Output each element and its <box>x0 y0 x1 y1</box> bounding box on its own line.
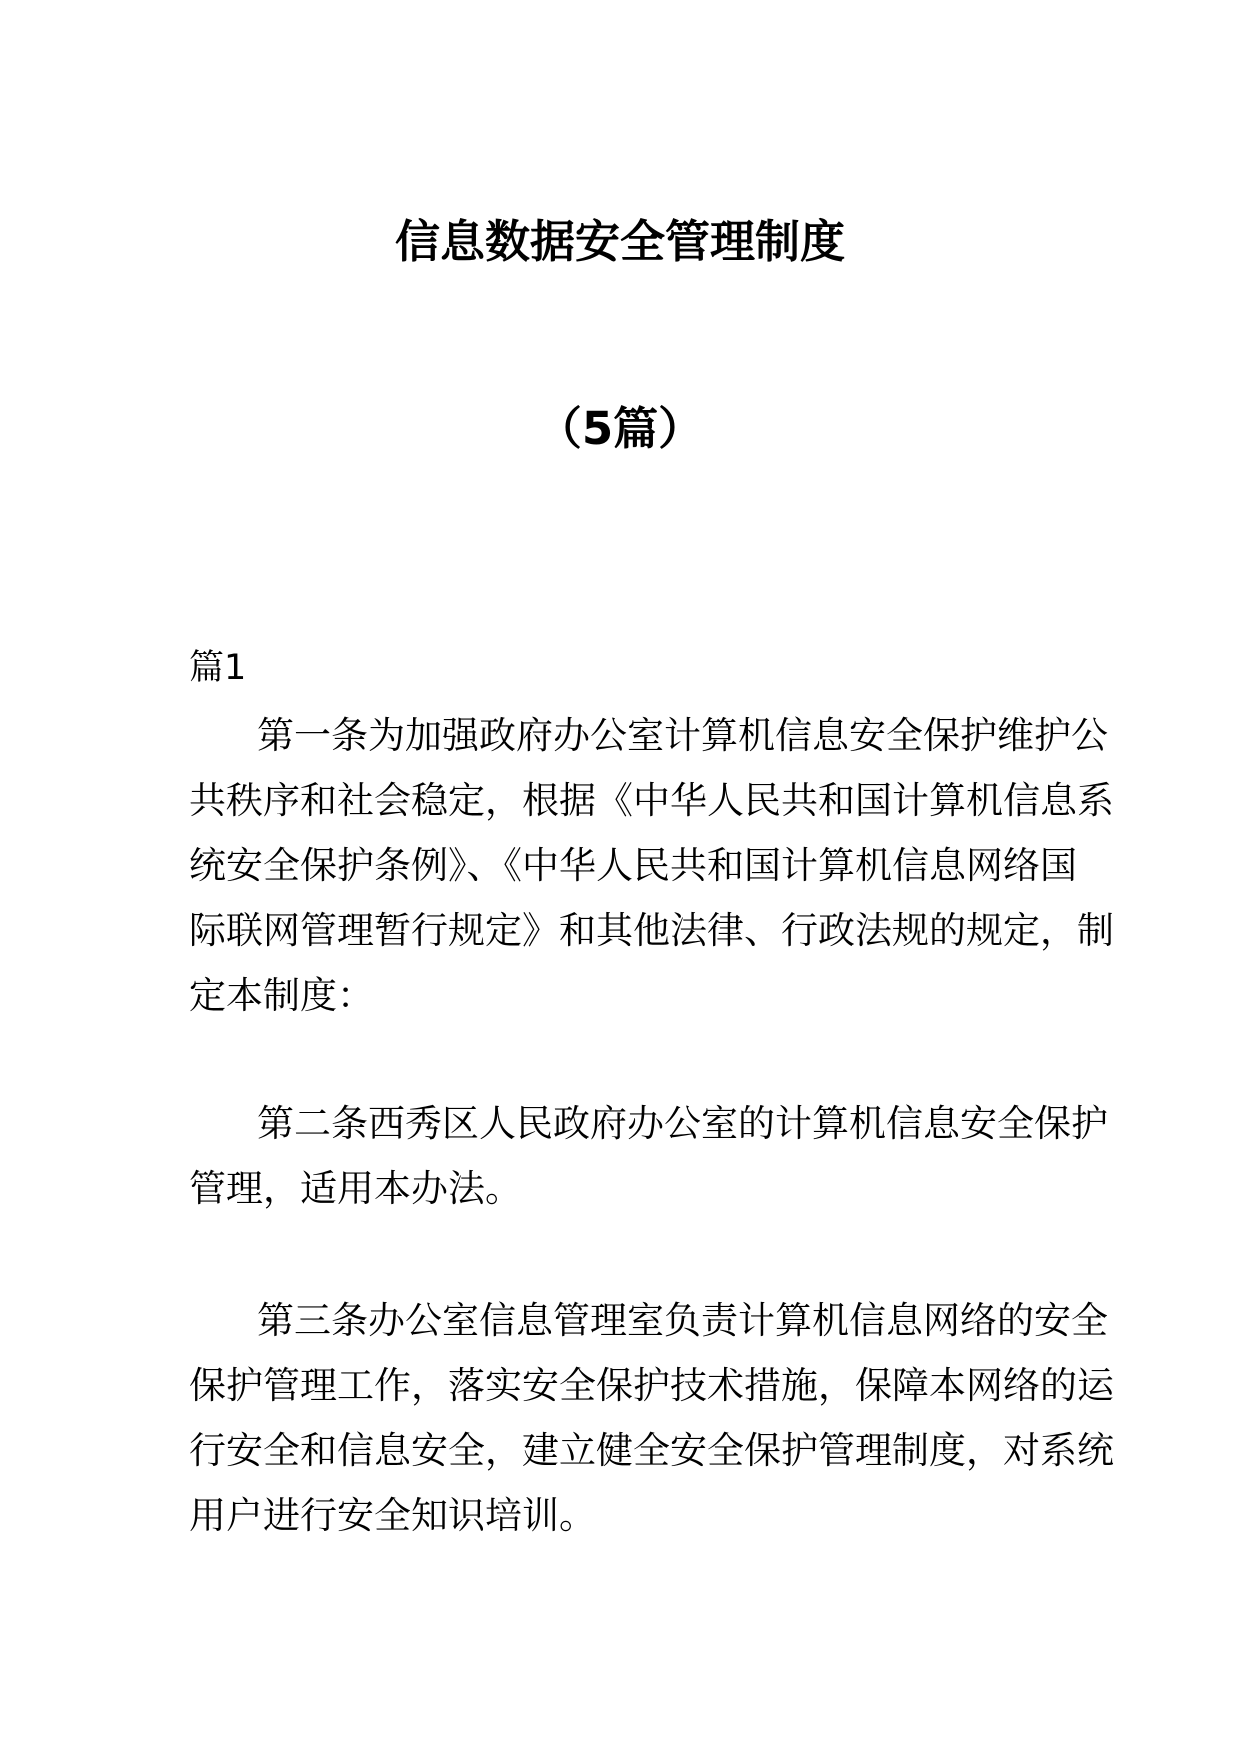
paragraph-article-1 <box>189 703 1114 1028</box>
text-line: 际联网管理暂行规定》和其他法律、行政法规的规定，制 <box>189 909 1114 952</box>
document-title: 信息数据安全管理制度 <box>394 215 845 268</box>
text-line: 用户进行安全知识培训。 <box>189 1494 596 1537</box>
paragraph-article-2 <box>189 1091 1108 1221</box>
text-line: 第二条西秀区人民政府办公室的计算机信息安全保护 <box>257 1102 1108 1145</box>
text-line: 统安全保护条例》、《中华人民共和国计算机信息网络国 <box>189 844 1077 887</box>
document-subtitle: （5篇） <box>536 402 704 455</box>
text-line: 第三条办公室信息管理室负责计算机信息网络的安全 <box>257 1299 1108 1342</box>
text-line: 第一条为加强政府办公室计算机信息安全保护维护公 <box>257 714 1108 757</box>
text-line: 保护管理工作，落实安全保护技术措施，保障本网络的运 <box>189 1364 1114 1407</box>
text-line: 行安全和信息安全，建立健全安全保护管理制度，对系统 <box>189 1429 1114 1472</box>
text-line: 共秩序和社会稳定，根据《中华人民共和国计算机信息系 <box>189 779 1114 822</box>
text-line: 管理，适用本办法。 <box>189 1167 522 1210</box>
section-label: 篇1 <box>189 648 247 688</box>
paragraph-article-3 <box>189 1288 1114 1548</box>
text-line: 定本制度： <box>189 974 374 1017</box>
